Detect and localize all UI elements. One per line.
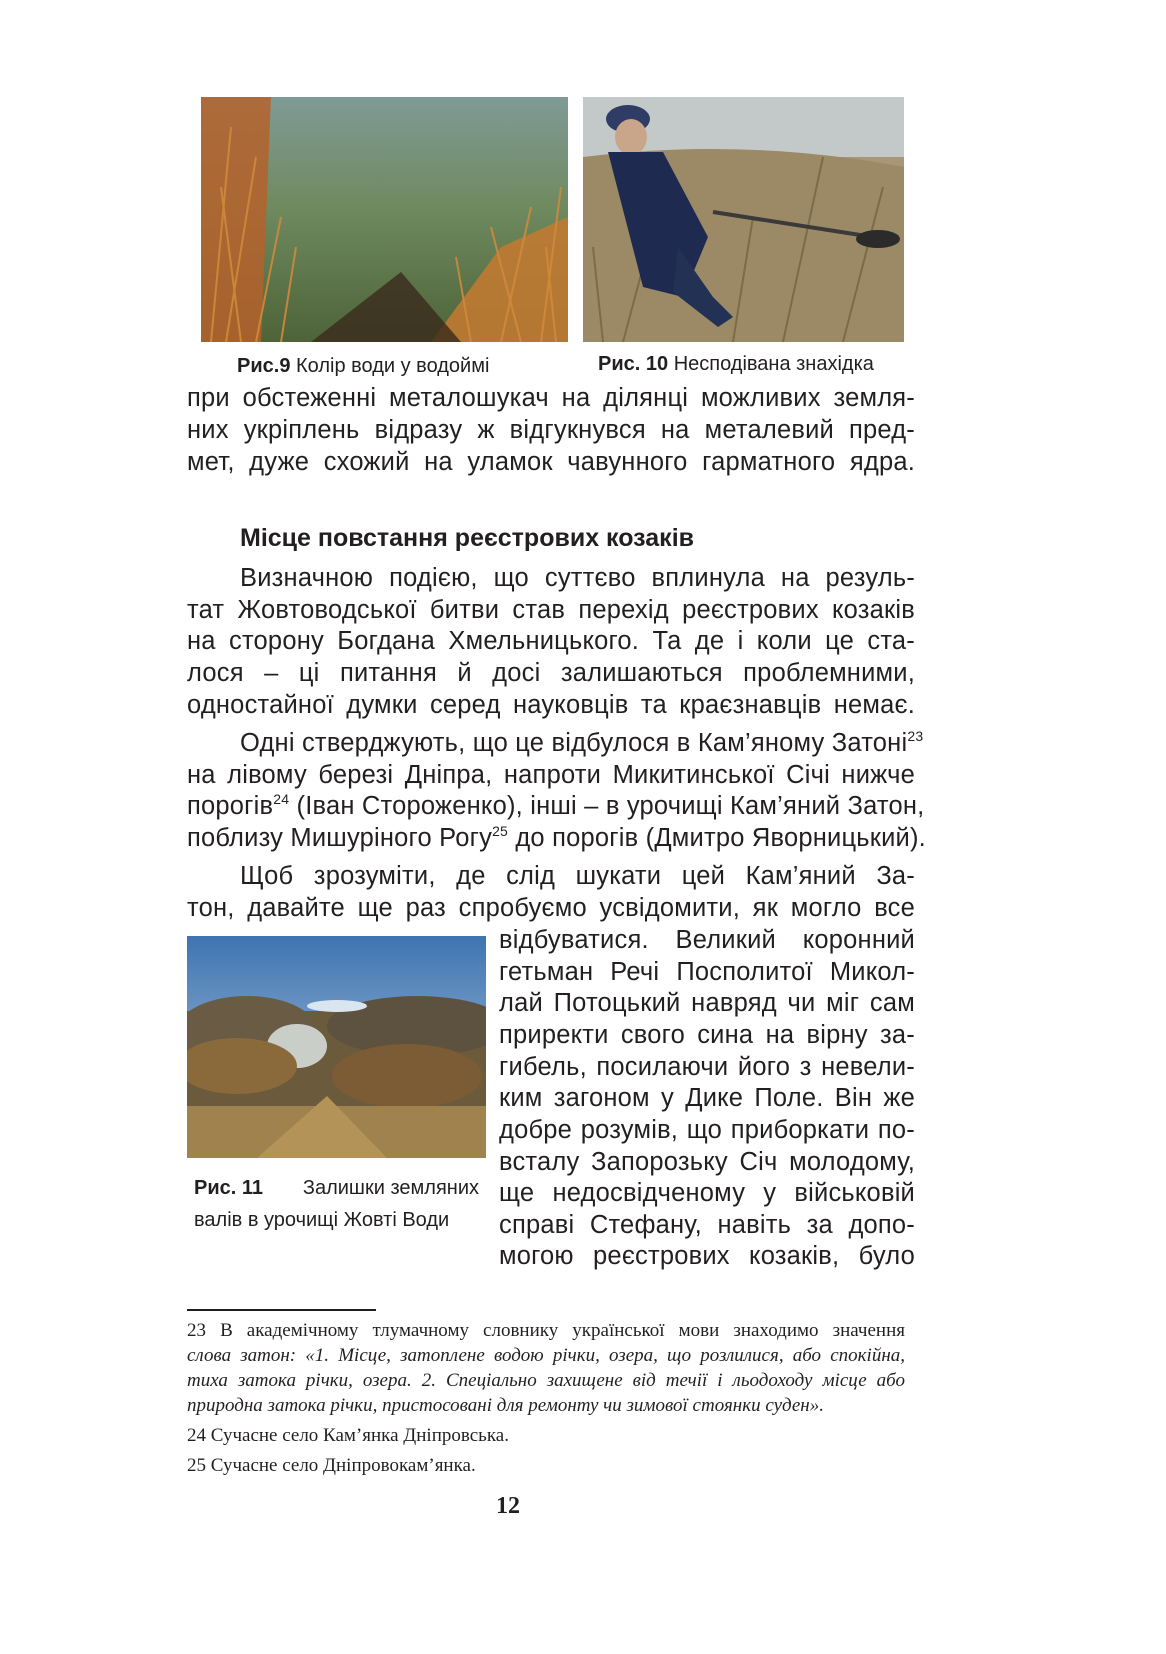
text-segment: порогів — [187, 792, 274, 820]
figure-11-text-1: Залишки земляних — [302, 1177, 479, 1199]
text-line: лося – ці питання й досі залишаються проблемними, — [187, 659, 915, 687]
footnote-23 — [187, 1320, 905, 1420]
paragraph-continuation — [187, 384, 915, 480]
footnote-ref-23[interactable]: 23 — [907, 728, 924, 744]
figure-11-label: Рис. 11 — [194, 1177, 264, 1199]
text-line: них укріплень відразу ж відгукнувся на металевий пред- — [187, 416, 915, 444]
section-heading: Місце повстання реєстрових козаків — [240, 524, 695, 552]
footnote-line: природна затока річки, пристосовані для ремонту чи зимової стоянки суден». — [187, 1395, 824, 1416]
figure-11-caption — [194, 1172, 479, 1236]
figure-11-text-2: валів в урочищі Жовті Води — [194, 1209, 450, 1231]
text-line: могою реєстрових козаків, було — [499, 1242, 915, 1270]
figure-9-text: Колір води у водоймі — [296, 355, 490, 377]
figure-10-label: Рис. 10 — [598, 353, 669, 375]
text-line: ким загоном у Дике Поле. Він же — [499, 1084, 915, 1112]
paragraph-4-narrow — [499, 926, 915, 1276]
paragraph-2 — [187, 564, 915, 724]
footnote-ref-25[interactable]: 25 — [492, 823, 509, 839]
footnote-separator — [187, 1309, 376, 1311]
paragraph-3 — [187, 728, 926, 859]
caption-line — [194, 1172, 479, 1204]
text-line: тат Жовтоводської битви став перехід реєстрових козаків — [187, 596, 915, 624]
text-segment: поблизу Мишуріного Рогу — [187, 824, 493, 852]
figure-11-photo — [187, 936, 486, 1158]
text-line: приректи свого сина на вірну за- — [499, 1021, 915, 1049]
text-segment: до порогів (Дмитро Яворницький). — [508, 824, 926, 852]
footnote-line: слова затон: «1. Місце, затоплене водою річки, озера, що розлилися, або спокійна, — [187, 1345, 905, 1366]
text-line: одностайної думки серед науковців та краєзнавців немає. — [187, 691, 915, 719]
figure-10-text: Несподівана знахідка — [673, 353, 874, 375]
figure-10-caption — [598, 351, 908, 377]
text-line: на лівому березі Дніпра, напроти Микитинської Січі нижче — [187, 761, 915, 789]
page-number: 12 — [496, 1493, 520, 1519]
figure-10-photo — [583, 97, 904, 342]
text-line — [240, 728, 924, 758]
text-segment: (Іван Стороженко), інші – в урочищі Кам’яний Затон, — [289, 792, 925, 820]
text-line: добре розумів, що приборкати по- — [499, 1116, 915, 1144]
footnote-line: тиха затока річки, озера. 2. Спеціально захищене від течії і льодоходу місце або — [187, 1370, 905, 1391]
text-line: при обстеженні металошукач на ділянці можливих земля- — [187, 384, 915, 412]
footnote-25: 25 Сучасне село Дніпровокам’янка. — [187, 1455, 476, 1476]
text-line: відбуватися. Великий коронний — [499, 926, 915, 954]
text-line: тон, давайте ще раз спробуємо усвідомити, як могло все — [187, 894, 915, 922]
text-line: гибель, посилаючи його з невели- — [499, 1053, 915, 1081]
text-line: ще недосвідченому у військовій — [499, 1179, 915, 1207]
text-line — [187, 791, 925, 821]
figure-9-caption — [237, 353, 537, 379]
footnote-line: 23 В академічному тлумачному словнику української мови знаходимо значення — [187, 1320, 905, 1341]
text-line: всталу Запорозьку Січ молодому, — [499, 1148, 915, 1176]
text-line: гетьман Речі Посполитої Микол- — [499, 958, 915, 986]
text-line: мет, дуже схожий на уламок чавунного гарматного ядра. — [187, 448, 915, 476]
paragraph-4 — [187, 862, 915, 926]
text-line: лай Потоцький навряд чи міг сам — [499, 989, 915, 1017]
figure-9-photo — [201, 97, 568, 342]
text-line: на сторону Богдана Хмельницького. Та де і коли це ста- — [187, 627, 915, 655]
text-line — [187, 823, 926, 853]
footnote-24: 24 Сучасне село Кам’янка Дніпровська. — [187, 1425, 509, 1446]
figure-9-label: Рис.9 — [237, 355, 291, 377]
text-line: Визначною подією, що суттєво вплинула на резуль- — [240, 564, 915, 592]
text-line: Щоб зрозуміти, де слід шукати цей Кам’яний За- — [240, 862, 915, 890]
text-line: справі Стефану, навіть за допо- — [499, 1211, 915, 1239]
text-segment: Одні стверджують, що це відбулося в Кам’яному Затоні — [240, 729, 908, 757]
footnote-ref-24[interactable]: 24 — [273, 791, 290, 807]
